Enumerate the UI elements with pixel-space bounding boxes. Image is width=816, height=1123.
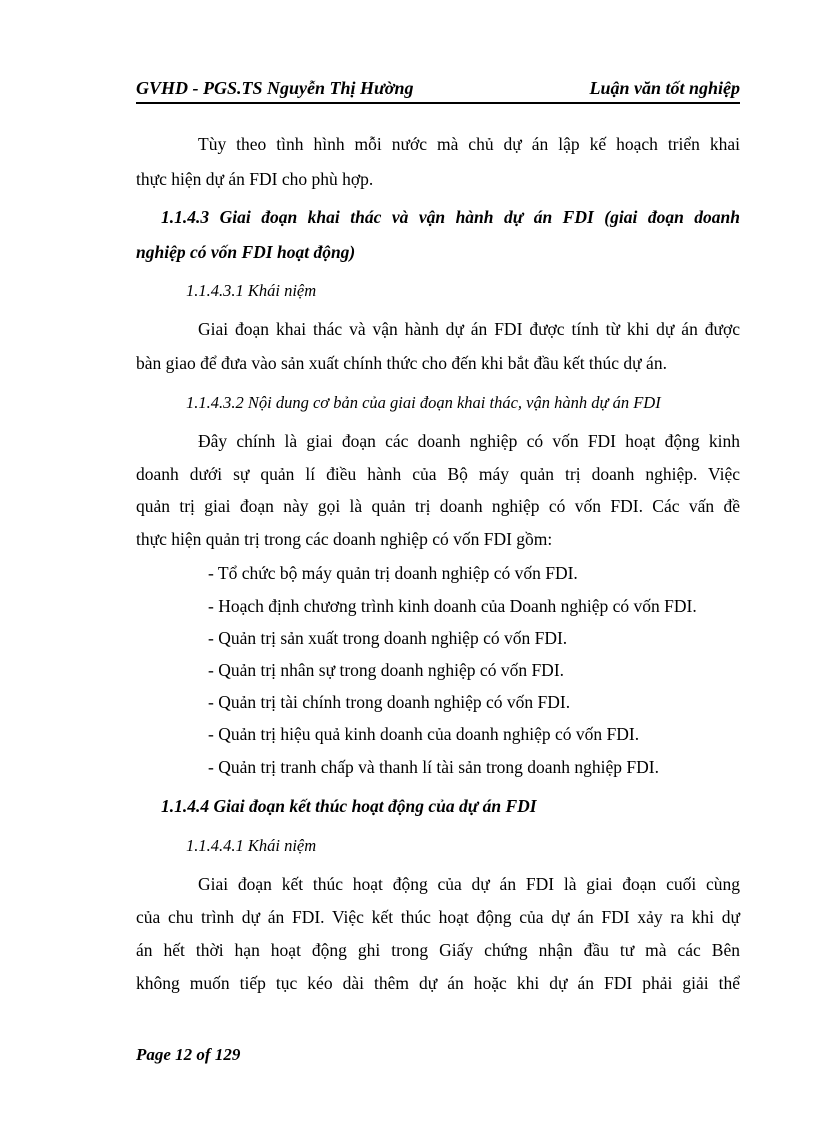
paragraph-line: không muốn tiếp tục kéo dài thêm dự án hoặc khi dự án FDI phải giải thể xyxy=(136,973,740,993)
list-item: - Quản trị tài chính trong doanh nghiệp có vốn FDI. xyxy=(208,692,571,712)
header-advisor: GVHD - PGS.TS Nguyễn Thị Hường xyxy=(136,78,414,98)
paragraph-line: Đây chính là giai đoạn các doanh nghiệp có vốn FDI hoạt động kinh xyxy=(198,431,740,451)
list-item: - Quản trị tranh chấp và thanh lí tài sản trong doanh nghiệp FDI. xyxy=(208,757,660,777)
page-number: Page 12 of 129 xyxy=(136,1045,241,1064)
paragraph-line: quản trị giai đoạn này gọi là quản trị doanh nghiệp có vốn FDI. Các vấn đề xyxy=(136,496,740,516)
list-item: - Hoạch định chương trình kinh doanh của Doanh nghiệp có vốn FDI. xyxy=(208,596,697,616)
paragraph-line: Tùy theo tình hình mỗi nước mà chủ dự án lập kế hoạch triển khai xyxy=(198,134,740,154)
paragraph-line: bàn giao để đưa vào sản xuất chính thức cho đến khi bắt đầu kết thúc dự án. xyxy=(136,353,667,373)
section-heading: 1.1.4.3 Giai đoạn khai thác và vận hành dự án FDI (giai đoạn doanh xyxy=(161,207,740,227)
section-heading: 1.1.4.4 Giai đoạn kết thúc hoạt động của dự án FDI xyxy=(161,796,537,816)
paragraph-line: Giai đoạn khai thác và vận hành dự án FDI được tính từ khi dự án được xyxy=(198,319,740,339)
paragraph-line: thực hiện dự án FDI cho phù hợp. xyxy=(136,169,374,189)
paragraph-line: doanh dưới sự quản lí điều hành của Bộ máy quản trị doanh nghiệp. Việc xyxy=(136,464,740,484)
section-heading: nghiệp có vốn FDI hoạt động) xyxy=(136,242,356,262)
list-item: - Tổ chức bộ máy quản trị doanh nghiệp có vốn FDI. xyxy=(208,563,578,583)
paragraph-line: án hết thời hạn hoạt động ghi trong Giấy chứng nhận đầu tư mà các Bên xyxy=(136,940,740,960)
paragraph-line: Giai đoạn kết thúc hoạt động của dự án FDI là giai đoạn cuối cùng xyxy=(198,874,740,894)
subsection-heading: 1.1.4.3.2 Nội dung cơ bản của giai đoạn khai thác, vận hành dự án FDI xyxy=(186,393,661,412)
paragraph-line: thực hiện quản trị trong các doanh nghiệp có vốn FDI gồm: xyxy=(136,529,553,549)
header-thesis-title: Luận văn tốt nghiệp xyxy=(589,78,740,98)
list-item: - Quản trị hiệu quả kinh doanh của doanh nghiệp có vốn FDI. xyxy=(208,724,640,744)
list-item: - Quản trị nhân sự trong doanh nghiệp có vốn FDI. xyxy=(208,660,565,680)
page-header xyxy=(136,74,740,104)
subsection-heading: 1.1.4.3.1 Khái niệm xyxy=(186,281,317,300)
list-item: - Quản trị sản xuất trong doanh nghiệp có vốn FDI. xyxy=(208,628,568,648)
subsection-heading: 1.1.4.4.1 Khái niệm xyxy=(186,836,317,855)
paragraph-line: của chu trình dự án FDI. Việc kết thúc hoạt động của dự án FDI xảy ra khi dự xyxy=(136,907,740,927)
